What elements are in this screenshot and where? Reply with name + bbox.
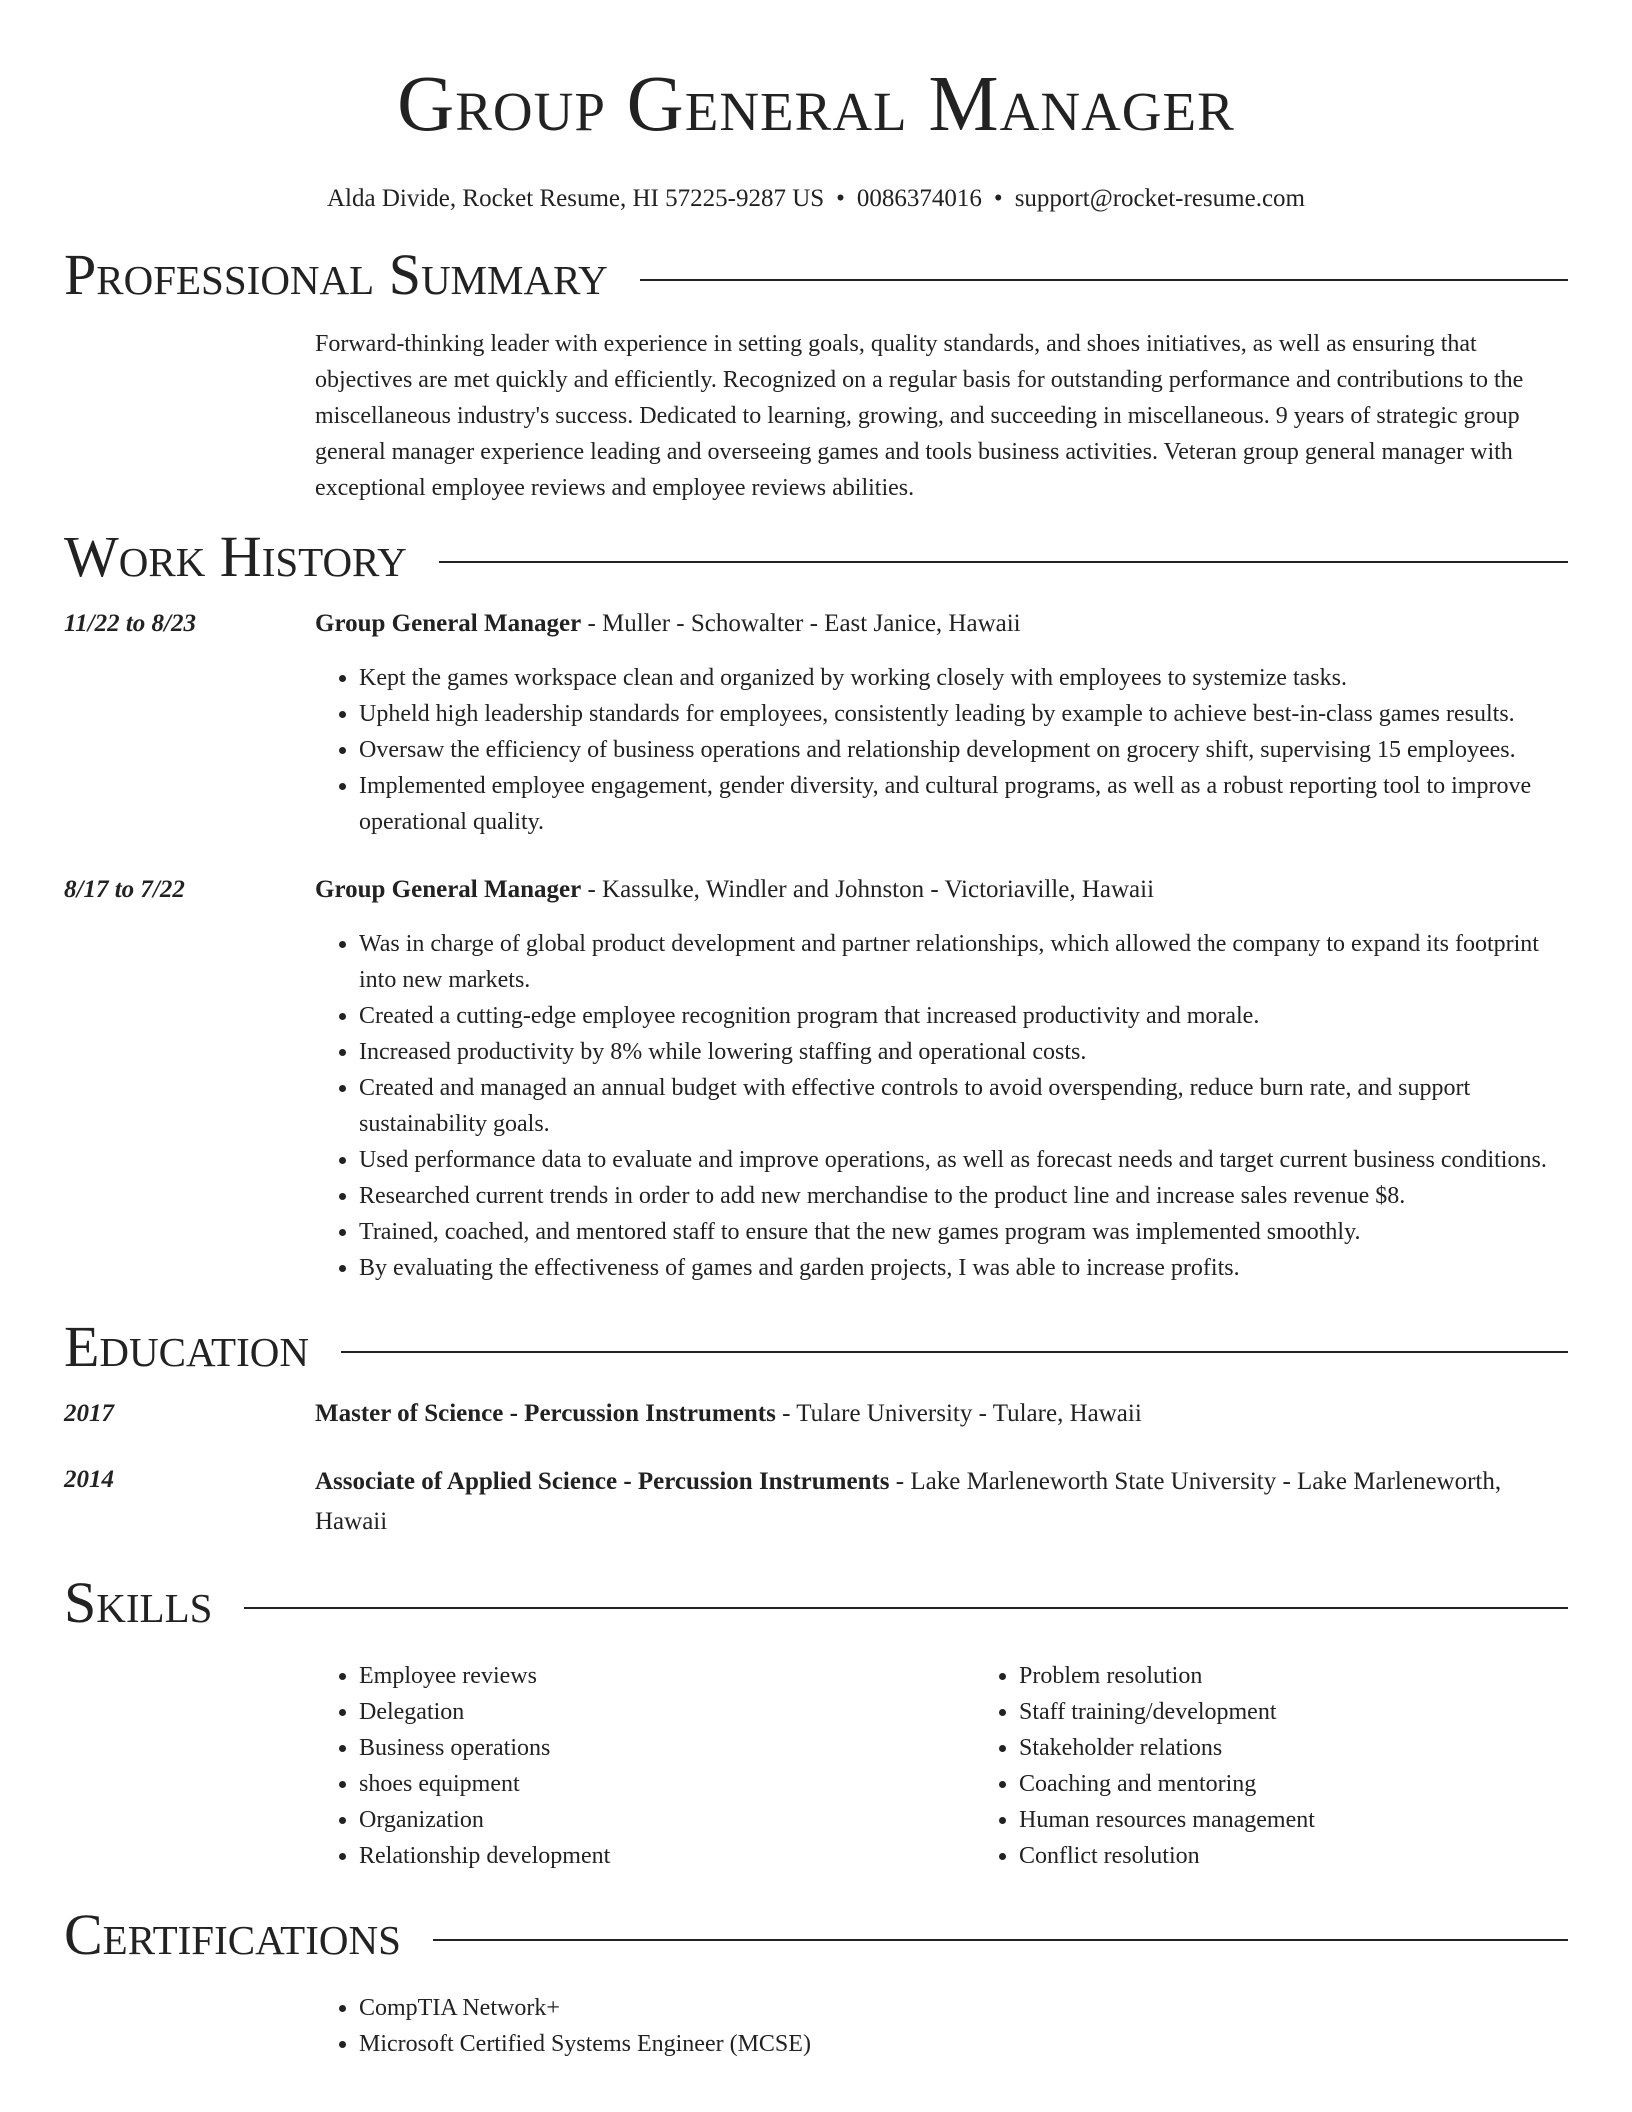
list-item: • Relationship development xyxy=(359,1838,975,1874)
job-content xyxy=(315,872,1568,1286)
education-entry xyxy=(64,1462,1568,1542)
job-content xyxy=(315,606,1568,840)
job-dates: 8/17 to 7/22 xyxy=(64,876,185,903)
list-item: • Oversaw the efficiency of business operations and relationship development on grocery shift, supervising 15 employees. xyxy=(359,732,1568,768)
list-item: • Coaching and mentoring xyxy=(1019,1766,1632,1802)
education-details: - Tulare University - Tulare, Hawaii xyxy=(775,1400,1142,1427)
list-item: • Increased productivity by 8% while lowering staffing and operational costs. xyxy=(359,1034,1568,1070)
job-dates: 11/22 to 8/23 xyxy=(64,610,196,637)
list-item: • Delegation xyxy=(359,1694,975,1730)
section-heading: Work History xyxy=(64,524,407,589)
list-item: • Used performance data to evaluate and improve operations, as well as forecast needs and target current business conditions. xyxy=(359,1142,1568,1178)
section-rule xyxy=(439,561,1568,563)
job-title: Group General Manager xyxy=(315,610,582,637)
list-item: • Microsoft Certified Systems Engineer (MCSE) xyxy=(359,2026,1568,2062)
list-item: • Problem resolution xyxy=(1019,1658,1632,1694)
contact-email: support@rocket-resume.com xyxy=(1014,185,1305,212)
list-item: • Upheld high leadership standards for employees, consistently leading by example to achieve best-in-class games results. xyxy=(359,696,1568,732)
list-item: • Organization xyxy=(359,1802,975,1838)
section-rule xyxy=(640,279,1568,281)
list-item: • Created and managed an annual budget with effective controls to avoid overspending, reduce burn rate, and support sustainability goals. xyxy=(359,1070,1568,1142)
job-role-line xyxy=(315,872,1568,908)
education-content xyxy=(315,1396,1568,1432)
list-item: • Researched current trends in order to add new merchandise to the product line and increase sales revenue $8. xyxy=(359,1178,1568,1214)
job-bullets xyxy=(315,660,1568,840)
list-item: • Was in charge of global product development and partner relationships, which allowed the company to expand its footprint into new markets. xyxy=(359,926,1568,998)
summary-spacer xyxy=(64,326,315,506)
job-details: - Kassulke, Windler and Johnston - Victoriaville, Hawaii xyxy=(581,876,1155,903)
resume-title: Group General Manager xyxy=(397,61,1235,148)
list-item: • By evaluating the effectiveness of games and garden projects, I was able to increase profits. xyxy=(359,1250,1568,1286)
section-rule xyxy=(244,1607,1568,1609)
summary-text: Forward-thinking leader with experience in setting goals, quality standards, and shoes initiatives, as well as ensuring that objectives are met quickly and efficiently. Recognized on a regular basis for outstanding performance and contributions to the miscellaneous industry's success. Dedicated to learning, growing, and succeeding in miscellaneous. 9 years of strategic group general manager experience leading and overseeing games and tools business activities. Veteran group general manager with exceptional employee reviews and employee reviews abilities. xyxy=(315,331,1524,501)
education-degree: Associate of Applied Science - Percussion Instruments xyxy=(315,1468,890,1495)
skills-list-left xyxy=(315,1658,975,1874)
section-education xyxy=(64,1314,1568,1380)
list-item: • Staff training/development xyxy=(1019,1694,1632,1730)
contact-phone: 0086374016 xyxy=(856,185,982,212)
list-item: • Created a cutting-edge employee recognition program that increased productivity and morale. xyxy=(359,998,1568,1034)
section-heading: Education xyxy=(64,1314,309,1379)
section-skills xyxy=(64,1570,1568,1636)
section-rule xyxy=(433,1939,1568,1941)
job-role-line xyxy=(315,606,1568,642)
list-item: • Kept the games workspace clean and organized by working closely with employees to systemize tasks. xyxy=(359,660,1568,696)
contact-separator: • xyxy=(993,185,1003,212)
education-year: 2014 xyxy=(64,1466,114,1493)
list-item: • Trained, coached, and mentored staff to ensure that the new games program was implemented smoothly. xyxy=(359,1214,1568,1250)
list-item: • Implemented employee engagement, gender diversity, and cultural programs, as well as a robust reporting tool to improve operational quality. xyxy=(359,768,1568,840)
list-item: • Stakeholder relations xyxy=(1019,1730,1632,1766)
education-details: - Lake Marleneworth State University - Lake Marleneworth, Hawaii xyxy=(315,1468,1502,1535)
education-degree: Master of Science - Percussion Instruments xyxy=(315,1400,776,1427)
section-rule xyxy=(341,1351,1568,1353)
education-content xyxy=(315,1462,1568,1542)
list-item: • Human resources management xyxy=(1019,1802,1632,1838)
list-item: • shoes equipment xyxy=(359,1766,975,1802)
education-year: 2017 xyxy=(64,1400,114,1427)
contact-line xyxy=(64,184,1568,214)
section-heading: Professional Summary xyxy=(64,242,608,307)
skills-list-right xyxy=(975,1658,1632,1874)
job-details: - Muller - Schowalter - East Janice, Hawaii xyxy=(581,610,1021,637)
job-bullets xyxy=(315,926,1568,1286)
list-item: • CompTIA Network+ xyxy=(359,1990,1568,2026)
skills-row xyxy=(64,1658,1568,1874)
skills-columns xyxy=(315,1658,1632,1874)
contact-separator: • xyxy=(836,185,845,212)
section-certifications xyxy=(64,1902,1568,1968)
certifications-row xyxy=(64,1990,1568,2062)
education-entry xyxy=(64,1396,1568,1432)
list-item: • Business operations xyxy=(359,1730,975,1766)
section-heading: Skills xyxy=(64,1570,213,1635)
list-item: • Conflict resolution xyxy=(1019,1838,1632,1874)
job-entry xyxy=(64,872,1568,1286)
skills-spacer xyxy=(64,1658,315,1874)
section-professional-summary xyxy=(64,242,1568,308)
summary-row xyxy=(64,326,1568,506)
contact-address: Alda Divide, Rocket Resume, HI 57225-9287 US xyxy=(327,185,825,212)
job-title: Group General Manager xyxy=(315,876,582,903)
job-entry xyxy=(64,606,1568,840)
list-item: • Employee reviews xyxy=(359,1658,975,1694)
certifications-content xyxy=(315,1990,1568,2062)
certifications-spacer xyxy=(64,1990,315,2062)
section-heading: Certifications xyxy=(64,1902,401,1967)
certifications-list xyxy=(315,1990,1568,2062)
section-work-history xyxy=(64,524,1568,590)
